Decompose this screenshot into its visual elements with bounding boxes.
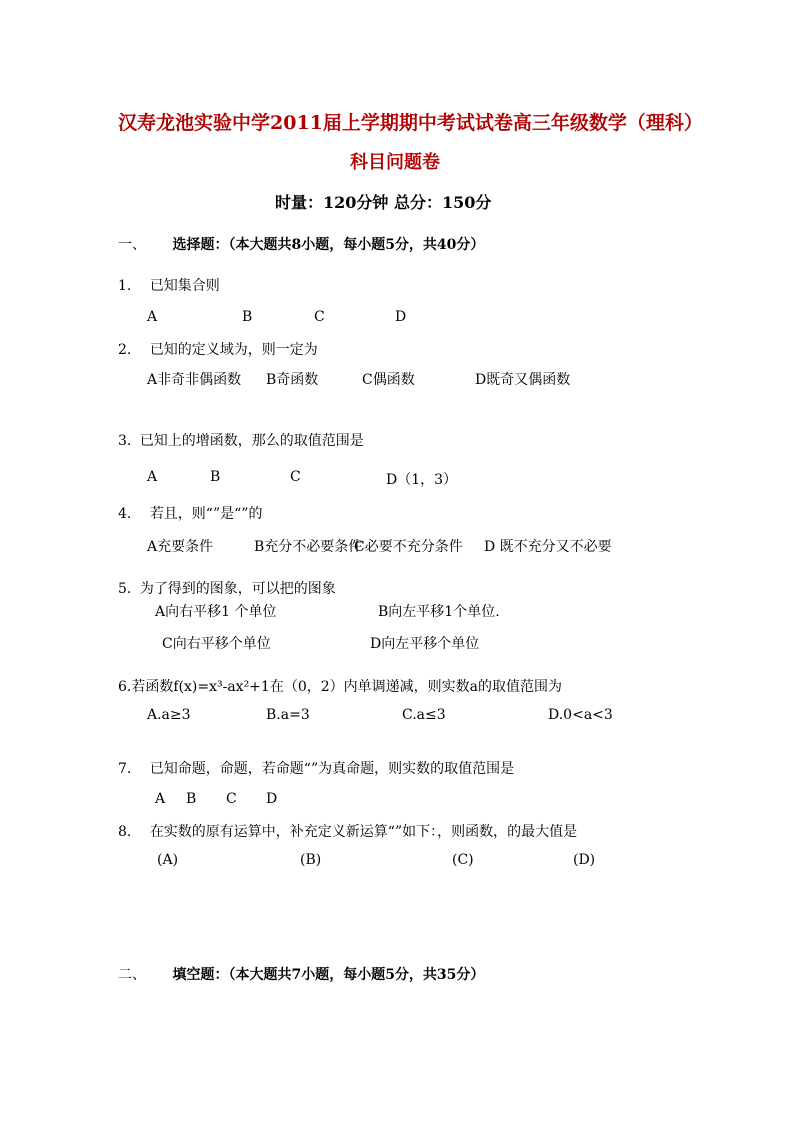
- section-2-note: （本大题共7小题，每小题5分，共35分）: [228, 967, 485, 983]
- exam-title: 汉寿龙池实验中学2011届上学期期中考试试卷高三年级数学（理科）: [118, 112, 703, 134]
- option: B奇函数: [266, 372, 319, 388]
- question-number: 5.: [118, 581, 132, 597]
- option: (C): [452, 852, 474, 868]
- section-1-number: 一、: [118, 237, 146, 253]
- option: B: [186, 791, 197, 807]
- time-and-score: 时量：120分钟 总分：150分: [275, 193, 492, 212]
- option: D向左平移个单位: [370, 636, 480, 652]
- exam-subtitle: 科目问题卷: [350, 152, 440, 173]
- option: A非奇非偶函数: [147, 372, 242, 388]
- question-number: 6.: [118, 679, 132, 695]
- question-3: [118, 430, 364, 450]
- option: C必要不充分条件: [354, 539, 463, 555]
- option: B: [242, 309, 253, 325]
- question-stem: 若且，则“”是“”的: [149, 506, 263, 522]
- question-1: [118, 275, 220, 295]
- option: A.a≥3: [147, 707, 191, 723]
- question-stem: 在实数的原有运算中，补充定义新运算“”如下：，则函数，的最大值是: [149, 824, 578, 840]
- option: B充分不必要条件: [254, 539, 363, 555]
- option: A: [155, 791, 166, 807]
- section-2-label: 填空题：: [172, 967, 229, 983]
- option: C.a≤3: [402, 707, 446, 723]
- question-stem: 已知上的增函数，那么的取值范围是: [139, 433, 364, 449]
- option: A充要条件: [147, 539, 214, 555]
- question-number: 7.: [118, 761, 132, 777]
- option: D: [395, 309, 407, 325]
- question-number: 4.: [118, 506, 132, 522]
- question-stem: 已知的定义域为，则一定为: [149, 342, 318, 358]
- question-stem: 已知集合则: [149, 278, 220, 294]
- section-2-header: [118, 964, 484, 984]
- option: C: [314, 309, 325, 325]
- option: (A): [157, 852, 179, 868]
- option: B.a=3: [266, 707, 310, 723]
- option: C: [290, 469, 301, 485]
- question-number: 8.: [118, 824, 132, 840]
- question-stem: 为了得到的图象，可以把的图象: [139, 581, 336, 597]
- question-8: [118, 821, 577, 841]
- option: A: [147, 309, 158, 325]
- option: C偶函数: [362, 372, 415, 388]
- option: A: [147, 469, 158, 485]
- option: D: [266, 791, 278, 807]
- option: D 既不充分又不必要: [484, 539, 612, 555]
- question-number: 3.: [118, 433, 132, 449]
- option: A向右平移1 个单位: [155, 604, 277, 620]
- question-stem: 已知命题，命题，若命题“”为真命题，则实数的取值范围是: [149, 761, 515, 777]
- question-stem: 若函数f(x)=x³-ax²+1在（0，2）内单调递减，则实数a的取值范围为: [131, 679, 562, 695]
- option: C向右平移个单位: [162, 636, 271, 652]
- option: (B): [300, 852, 322, 868]
- section-1-label: 选择题：: [172, 237, 229, 253]
- question-number: 2.: [118, 342, 132, 358]
- option: D（1，3）: [386, 472, 458, 488]
- question-6: [118, 676, 562, 696]
- question-7: [118, 758, 514, 778]
- question-5: [118, 578, 336, 598]
- option: D.0<a<3: [548, 707, 613, 723]
- section-2-number: 二、: [118, 967, 146, 983]
- option: C: [226, 791, 237, 807]
- option: B向左平移1个单位.: [378, 604, 500, 620]
- question-4: [118, 503, 262, 523]
- option: D既奇又偶函数: [475, 372, 571, 388]
- section-1-header: [118, 234, 484, 254]
- option: B: [210, 469, 221, 485]
- question-2: [118, 339, 318, 359]
- option: (D): [573, 852, 596, 868]
- section-1-note: （本大题共8小题，每小题5分，共40分）: [228, 237, 485, 253]
- question-number: 1.: [118, 278, 132, 294]
